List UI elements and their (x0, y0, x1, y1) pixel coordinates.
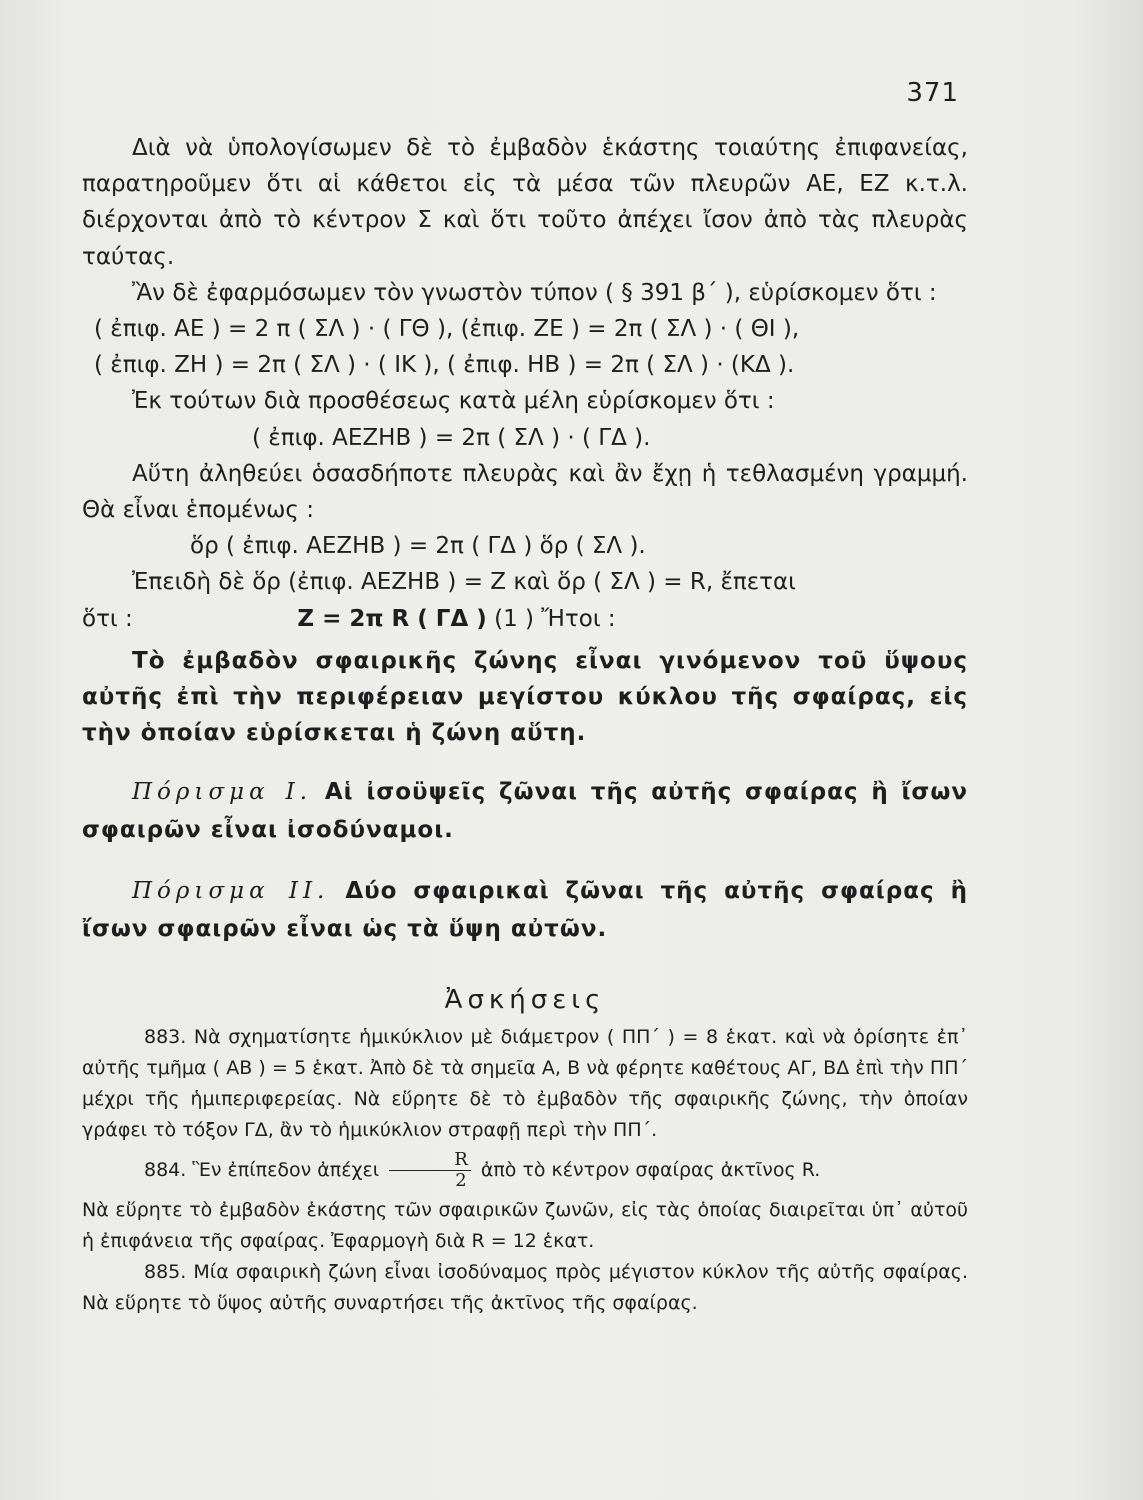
equation-line-4: ὅρ ( ἐπιφ. ΑΕΖΗΒ ) = 2π ( ΓΔ ) ὅρ ( ΣΛ ). (190, 533, 646, 560)
corollary-1 (82, 773, 968, 849)
corollary-2 (82, 872, 968, 948)
exercise-884-continuation: Νὰ εὕρητε τὸ ἐμβαδὸν ἑκάστης τῶν σφαιρικῶν ζωνῶν, εἰς τὰς ὁποίας διαιρεῖται ὑπ᾿ αὐτοῦ ἡ ἐπιφάνεια τῆς σφαίρας. Ἐφαρμογὴ διὰ R = 12 ἑκατ. (82, 1199, 968, 1253)
equation-result-line (82, 601, 968, 637)
exercises-heading: Ἀσκήσεις (444, 984, 606, 1015)
equation-line-1: ( ἐπιφ. ΑΕ ) = 2 π ( ΣΛ ) · ( ΓΘ ), (ἐπιφ. ΖΕ ) = 2π ( ΣΛ ) · ( ΘΙ ), (94, 316, 800, 343)
equation-line-3: ( ἐπιφ. ΑΕΖΗΒ ) = 2π ( ΣΛ ) · ( ΓΔ ). (252, 424, 651, 451)
equation-line-2: ( ἐπιφ. ΖΗ ) = 2π ( ΣΛ ) · ( ΙΚ ), ( ἐπιφ. ΗΒ ) = 2π ( ΣΛ ) · (ΚΔ ). (94, 352, 795, 379)
corollary-2-label: Πόρισμα ΙΙ. (132, 877, 330, 904)
fraction-numerator: R (389, 1150, 471, 1171)
corollary-1-text: Αἱ ἰσοϋψεῖς ζῶναι τῆς αὐτῆς σφαίρας ἢ ἴσων σφαιρῶν εἶναι ἰσοδύναμοι. (82, 778, 968, 843)
theorem-statement: Τὸ ἐμβαδὸν σφαιρικῆς ζώνης εἶναι γινόμενον τοῦ ὕψους αὐτῆς ἐπὶ τὴν περιφέρειαν μεγίστου κύκλου τῆς σφαίρας, εἰς τὴν ὁποίαν εὑρίσκεται ἡ ζώνη αὕτη. (82, 647, 968, 746)
paragraph-summation: Ἐκ τούτων διὰ προσθέσεως κατὰ μέλη εὑρίσκομεν ὅτι : (132, 388, 775, 415)
paragraph-apply-formula: Ἂν δὲ ἐφαρμόσωμεν τὸν γνωστὸν τύπον ( § 391 β΄ ), εὑρίσκομεν ὅτι : (132, 279, 937, 306)
paragraph-since: Ἐπειδὴ δὲ ὅρ (ἐπιφ. ΑΕΖΗΒ ) = Ζ καὶ ὅρ ( ΣΛ ) = R, ἔπεται (132, 569, 796, 596)
paragraph-polyline: Αὕτη ἀληθεύει ὁσασδήποτε πλευρὰς καὶ ἂν ἔχῃ ἡ τεθλασμένη γραμμή. Θὰ εἶναι ἑπομένως : (82, 460, 968, 524)
fraction-r-over-2 (389, 1150, 471, 1191)
formula-number-and-hence: (1 ) Ἤτοι : (494, 605, 616, 632)
result-lead-text: ὅτι : (82, 605, 133, 632)
page-number: 371 (906, 78, 959, 108)
exercise-885: 885. Μία σφαιρικὴ ζώνη εἶναι ἰσοδύναμος πρὸς μέγιστον κύκλον τῆς αὐτῆς σφαίρας. Νὰ εὕρητε τὸ ὕψος αὐτῆς συναρτήσει τῆς ἀκτῖνος τῆς σφαίρας. (82, 1261, 968, 1315)
page-body (82, 130, 968, 1319)
corollary-2-text: Δύο σφαιρικαὶ ζῶναι τῆς αὐτῆς σφαίρας ἢ ἴσων σφαιρῶν εἶναι ὡς τὰ ὕψη αὐτῶν. (82, 877, 968, 942)
corollary-1-label: Πόρισμα Ι. (132, 778, 313, 805)
exercise-883: 883. Νὰ σχηματίσητε ἡμικύκλιον μὲ διάμετρον ( ΠΠ΄ ) = 8 ἑκατ. καὶ νὰ ὁρίσητε ἐπ᾿ αὐτῆς τμῆμα ( ΑΒ ) = 5 ἑκατ. Ἀπὸ δὲ τὰ σημεῖα Α, Β νὰ φέρητε καθέτους ΑΓ, ΒΔ ἐπὶ τὴν ΠΠ΄ μέχρι τῆς ἡμιπεριφερείας. Νὰ εὕρητε δὲ τὸ ἐμβαδὸν τῆς σφαιρικῆς ζώνης, τὴν ὁποίαν γράφει τὸ τόξον ΓΔ, ἂν τὸ ἡμικύκλιον στραφῇ περὶ τὴν ΠΠ΄. (82, 1026, 968, 1142)
exercise-884 (82, 1150, 968, 1191)
zone-area-formula: Ζ = 2π R ( ΓΔ ) (297, 605, 487, 632)
paragraph-area-computation: Διὰ νὰ ὑπολογίσωμεν δὲ τὸ ἐμβαδὸν ἑκάστης τοιαύτης ἐπιφανείας, παρατηροῦμεν ὅτι αἱ κάθετοι εἰς τὰ μέσα τῶν πλευρῶν ΑΕ, ΕΖ κ.τ.λ. διέρχονται ἀπὸ τὸ κέντρον Σ καὶ ὅτι τοῦτο ἀπέχει ἴσον ἀπὸ τὰς πλευρὰς ταύτας. (82, 135, 968, 270)
fraction-denominator: 2 (455, 1170, 467, 1192)
exercise-884-start: 884. Ἓν ἐπίπεδον ἀπέχει (144, 1159, 380, 1182)
exercise-884-end: ἀπὸ τὸ κέντρον σφαίρας ἀκτῖνος R. (480, 1159, 821, 1182)
